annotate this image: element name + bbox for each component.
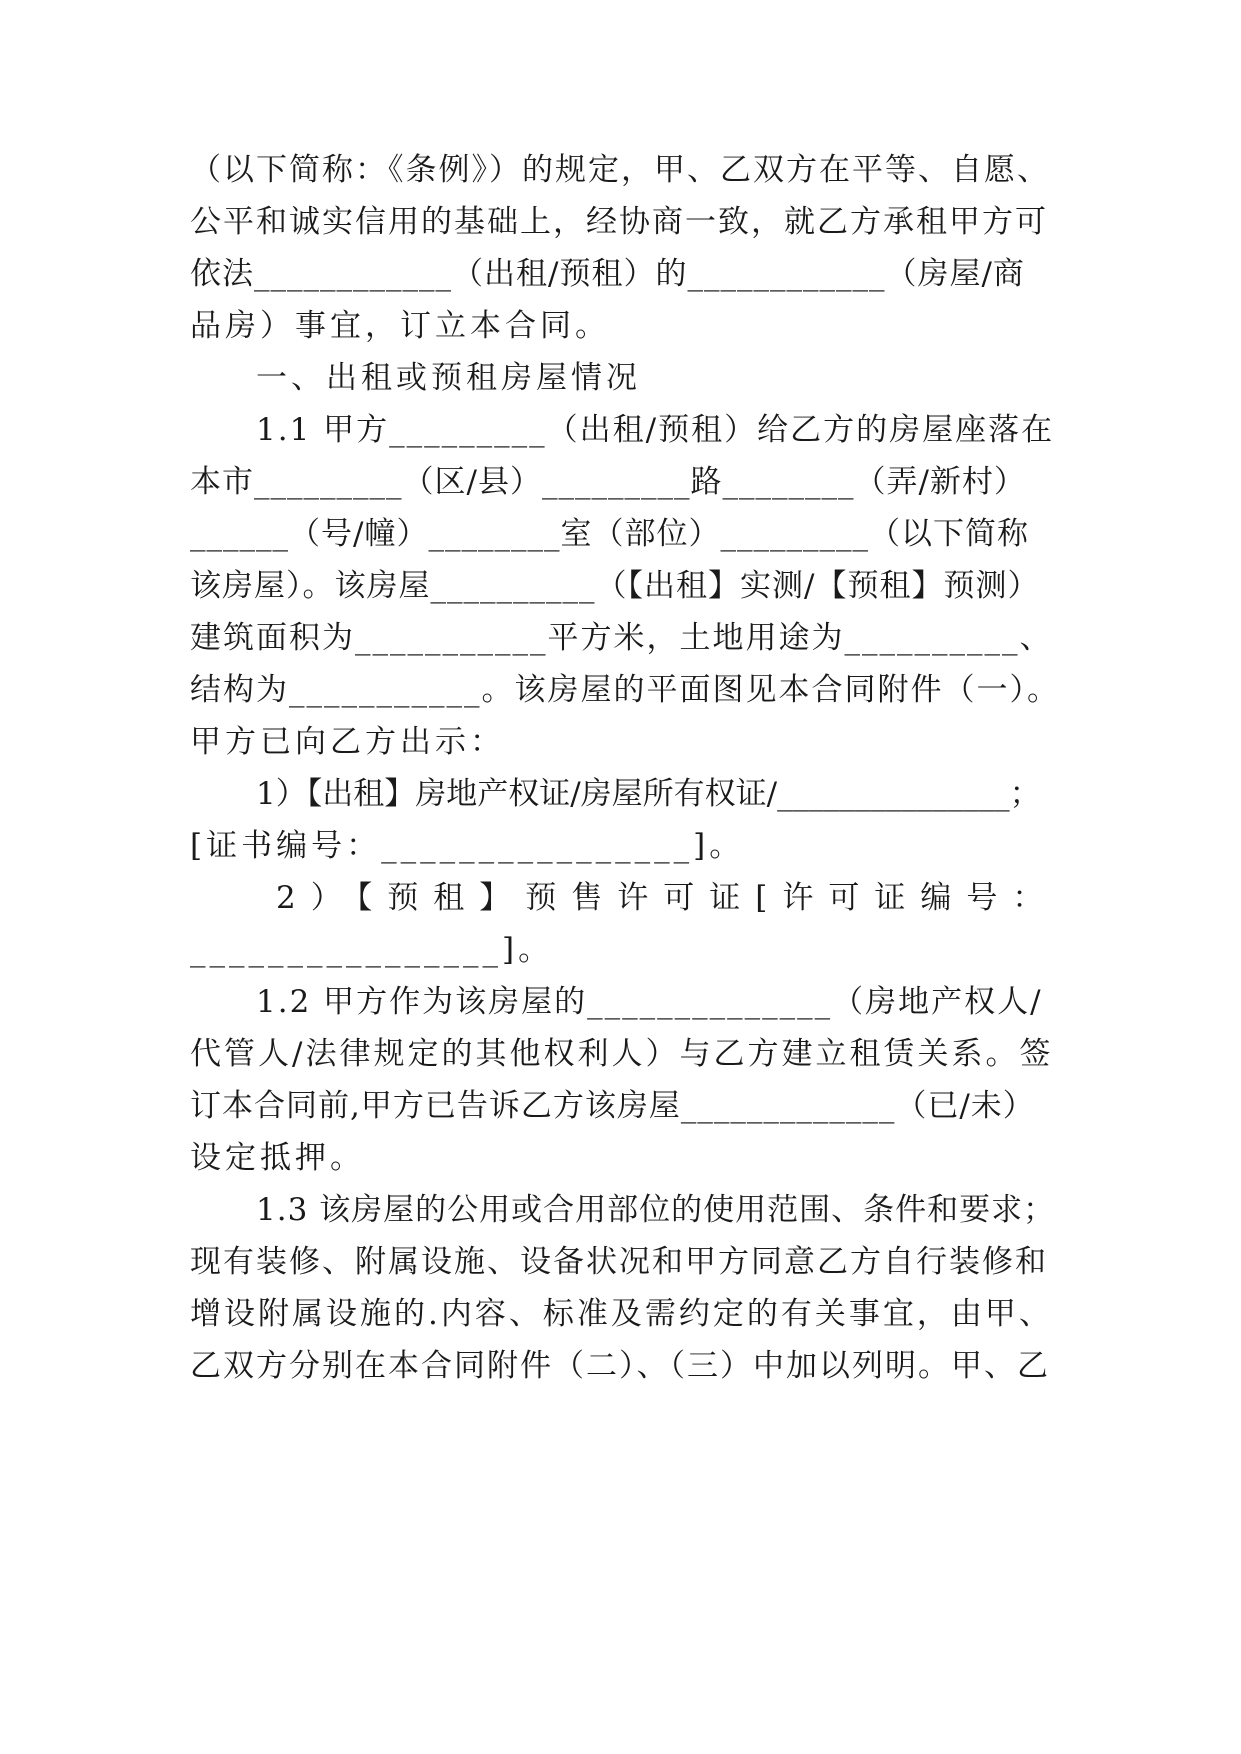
text-line: 公平和诚实信用的基础上，经协商一致，就乙方承租甲方可 xyxy=(190,204,1048,240)
text-line: 该房屋）。该房屋__________（【出租】实测/【预租】预测） xyxy=(190,568,1040,604)
text-line: 1.1 甲方_________（出租/预租）给乙方的房屋座落在 xyxy=(256,412,1055,448)
text-line: [证书编号：________________]。 xyxy=(190,828,745,864)
text-line: ________________]。 xyxy=(190,932,554,968)
text-line: 本市_________（区/县）_________路________（弄/新村） xyxy=(190,464,1026,500)
text-line: 增设附属设施的.内容、标准及需约定的有关事宜，由甲、 xyxy=(190,1296,1053,1332)
text-line: 甲方已向乙方出示： xyxy=(190,724,505,760)
text-line: （以下简称：《条例》）的规定，甲、乙双方在平等、自愿、 xyxy=(190,152,1050,188)
text-line: 2）【预租】预售许可证[许可证编号： xyxy=(276,880,1059,916)
text-line: 1）【出租】房地产权证/房屋所有权证/_______________； xyxy=(256,776,1041,812)
text-line: 1.3 该房屋的公用或合用部位的使用范围、条件和要求； xyxy=(256,1192,1056,1228)
text-line: 代管人/法律规定的其他权利人）与乙方建立租赁关系。签 xyxy=(190,1036,1054,1072)
text-line: 建筑面积为___________平方米，土地用途为__________、 xyxy=(190,620,1053,656)
text-line: 品房）事宜，订立本合同。 xyxy=(190,308,610,344)
text-line: 结构为___________。该房屋的平面图见本合同附件（一）。 xyxy=(190,672,1060,708)
text-line: 现有装修、附属设施、设备状况和甲方同意乙方自行装修和 xyxy=(190,1244,1048,1280)
text-line: 1.2 甲方作为该房屋的______________（房地产权人/ xyxy=(256,984,1043,1020)
text-line: 订本合同前,甲方已告诉乙方该房屋_____________（已/未） xyxy=(190,1088,1035,1124)
section-heading: 一、出租或预租房屋情况 xyxy=(256,360,641,396)
text-line: 依法____________（出租/预租）的____________（房屋/商 xyxy=(190,256,1025,292)
text-line: ______（号/幢）________室（部位）_________（以下简称 xyxy=(190,516,1029,552)
text-line: 乙双方分别在本合同附件（二）、（三）中加以列明。甲、乙 xyxy=(190,1348,1050,1384)
text-line: 设定抵押。 xyxy=(190,1140,365,1176)
